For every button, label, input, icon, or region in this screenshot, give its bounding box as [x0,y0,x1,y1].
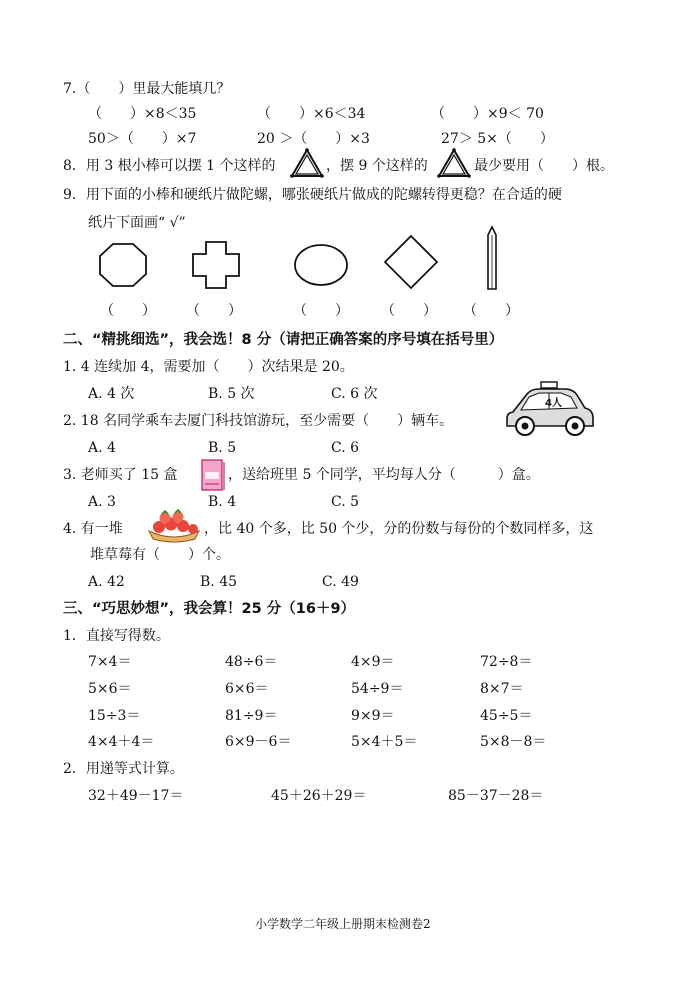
q7-item: （ ）×8＜35 [88,106,197,122]
q7-item: （ ）×6＜34 [257,106,366,122]
ellipse-icon [293,242,349,288]
q7-item: （ ）×9＜ 70 [431,106,544,122]
calc-item: 15÷3＝ [88,708,141,724]
s2-q4-text-part1: 4. 有一堆 [63,521,123,537]
calc-item: 5×8－8＝ [480,734,547,750]
q8-text-part3: 最少要用（ ）根。 [474,158,614,174]
calc-item: 8×7＝ [480,681,524,697]
section2-heading: 二、“精挑细选”，我会选！8 分（请把正确答案的序号填在括号里） [63,332,504,348]
box-icon [200,458,226,492]
stepwise-item: 32＋49－17＝ [88,788,184,804]
stick-triangle-icon [289,147,325,179]
option-c: C. 5 [331,494,360,510]
q9-answer-blank[interactable]: （ ） [293,303,349,319]
calc-item: 5×4＋5＝ [351,734,418,750]
stick-triangle-icon [436,147,472,179]
calc-item: 54÷9＝ [351,681,404,697]
q7-item: 50＞（ ）×7 [88,131,197,147]
s2-q2-text: 2. 18 名同学乘车去厦门科技馆游玩，至少需要（ ）辆车。 [63,413,454,429]
stick-icon [485,226,499,292]
strawberry-pile-icon [145,509,203,541]
octagon-icon [98,242,148,288]
calc-item: 45÷5＝ [480,708,533,724]
diamond-icon [383,234,439,290]
calc-item: 4×4＋4＝ [88,734,155,750]
q9-answer-blank[interactable]: （ ） [381,303,437,319]
calc-item: 48÷6＝ [225,654,278,670]
q9-answer-blank[interactable]: （ ） [463,303,519,319]
calc-item: 7×4＝ [88,654,132,670]
q7-item: 27＞ 5×（ ） [441,131,554,147]
option-b: B. 5 次 [208,386,255,402]
s3-q1-title: 1．直接写得数。 [63,628,170,644]
taxi-icon [505,380,595,438]
option-b: B. 5 [208,440,237,456]
cross-icon [191,240,241,290]
q9-answer-blank[interactable]: （ ） [100,303,156,319]
option-b: B. 45 [200,574,238,590]
s3-q2-title: 2．用递等式计算。 [63,761,184,777]
stepwise-item: 45＋26＋29＝ [271,788,367,804]
option-a: A. 3 [88,494,116,510]
calc-item: 72÷8＝ [480,654,533,670]
option-c: C. 49 [322,574,359,590]
option-b: B. 4 [208,494,237,510]
q9-line1: 9．用下面的小棒和硬纸片做陀螺，哪张硬纸片做成的陀螺转得更稳？在合适的硬 [63,187,562,203]
calc-item: 81÷9＝ [225,708,278,724]
taxi-sign: 4人 [545,398,562,409]
page-footer: 小学数学二年级上册期末检测卷2 [255,917,431,931]
calc-item: 9×9＝ [351,708,395,724]
q9-line2: 纸片下面画“ √” [88,215,186,231]
calc-item: 6×9－6＝ [225,734,292,750]
q7-title: 7.（ ）里最大能填几？ [63,81,231,97]
s2-q4-line2: 堆草莓有（ ）个。 [90,547,230,563]
q8-text-part1: 8．用 3 根小棒可以摆 1 个这样的 [63,158,276,174]
q8-text-part2: ，摆 9 个这样的 [326,158,428,174]
s2-q4-text-part2: ，比 40 个多，比 50 个少，分的份数与每份的个数同样多，这 [204,521,594,537]
s2-q3-text-part2: ，送给班里 5 个同学，平均每人分（ ）盒。 [228,467,540,483]
q7-item: 20 ＞（ ）×3 [257,131,370,147]
section3-heading: 三、“巧思妙想”，我会算！25 分（16＋9） [63,601,356,617]
option-c: C. 6 次 [331,386,378,402]
calc-item: 4×9＝ [351,654,395,670]
s2-q3-text-part1: 3. 老师买了 15 盒 [63,467,178,483]
option-a: A. 42 [88,574,125,590]
option-a: A. 4 [88,440,116,456]
s2-q1-text: 1. 4 连续加 4，需要加（ ）次结果是 20。 [63,359,354,375]
calc-item: 6×6＝ [225,681,269,697]
stepwise-item: 85－37－28＝ [448,788,544,804]
q9-answer-blank[interactable]: （ ） [186,303,242,319]
option-a: A. 4 次 [88,386,135,402]
calc-item: 5×6＝ [88,681,132,697]
option-c: C. 6 [331,440,360,456]
